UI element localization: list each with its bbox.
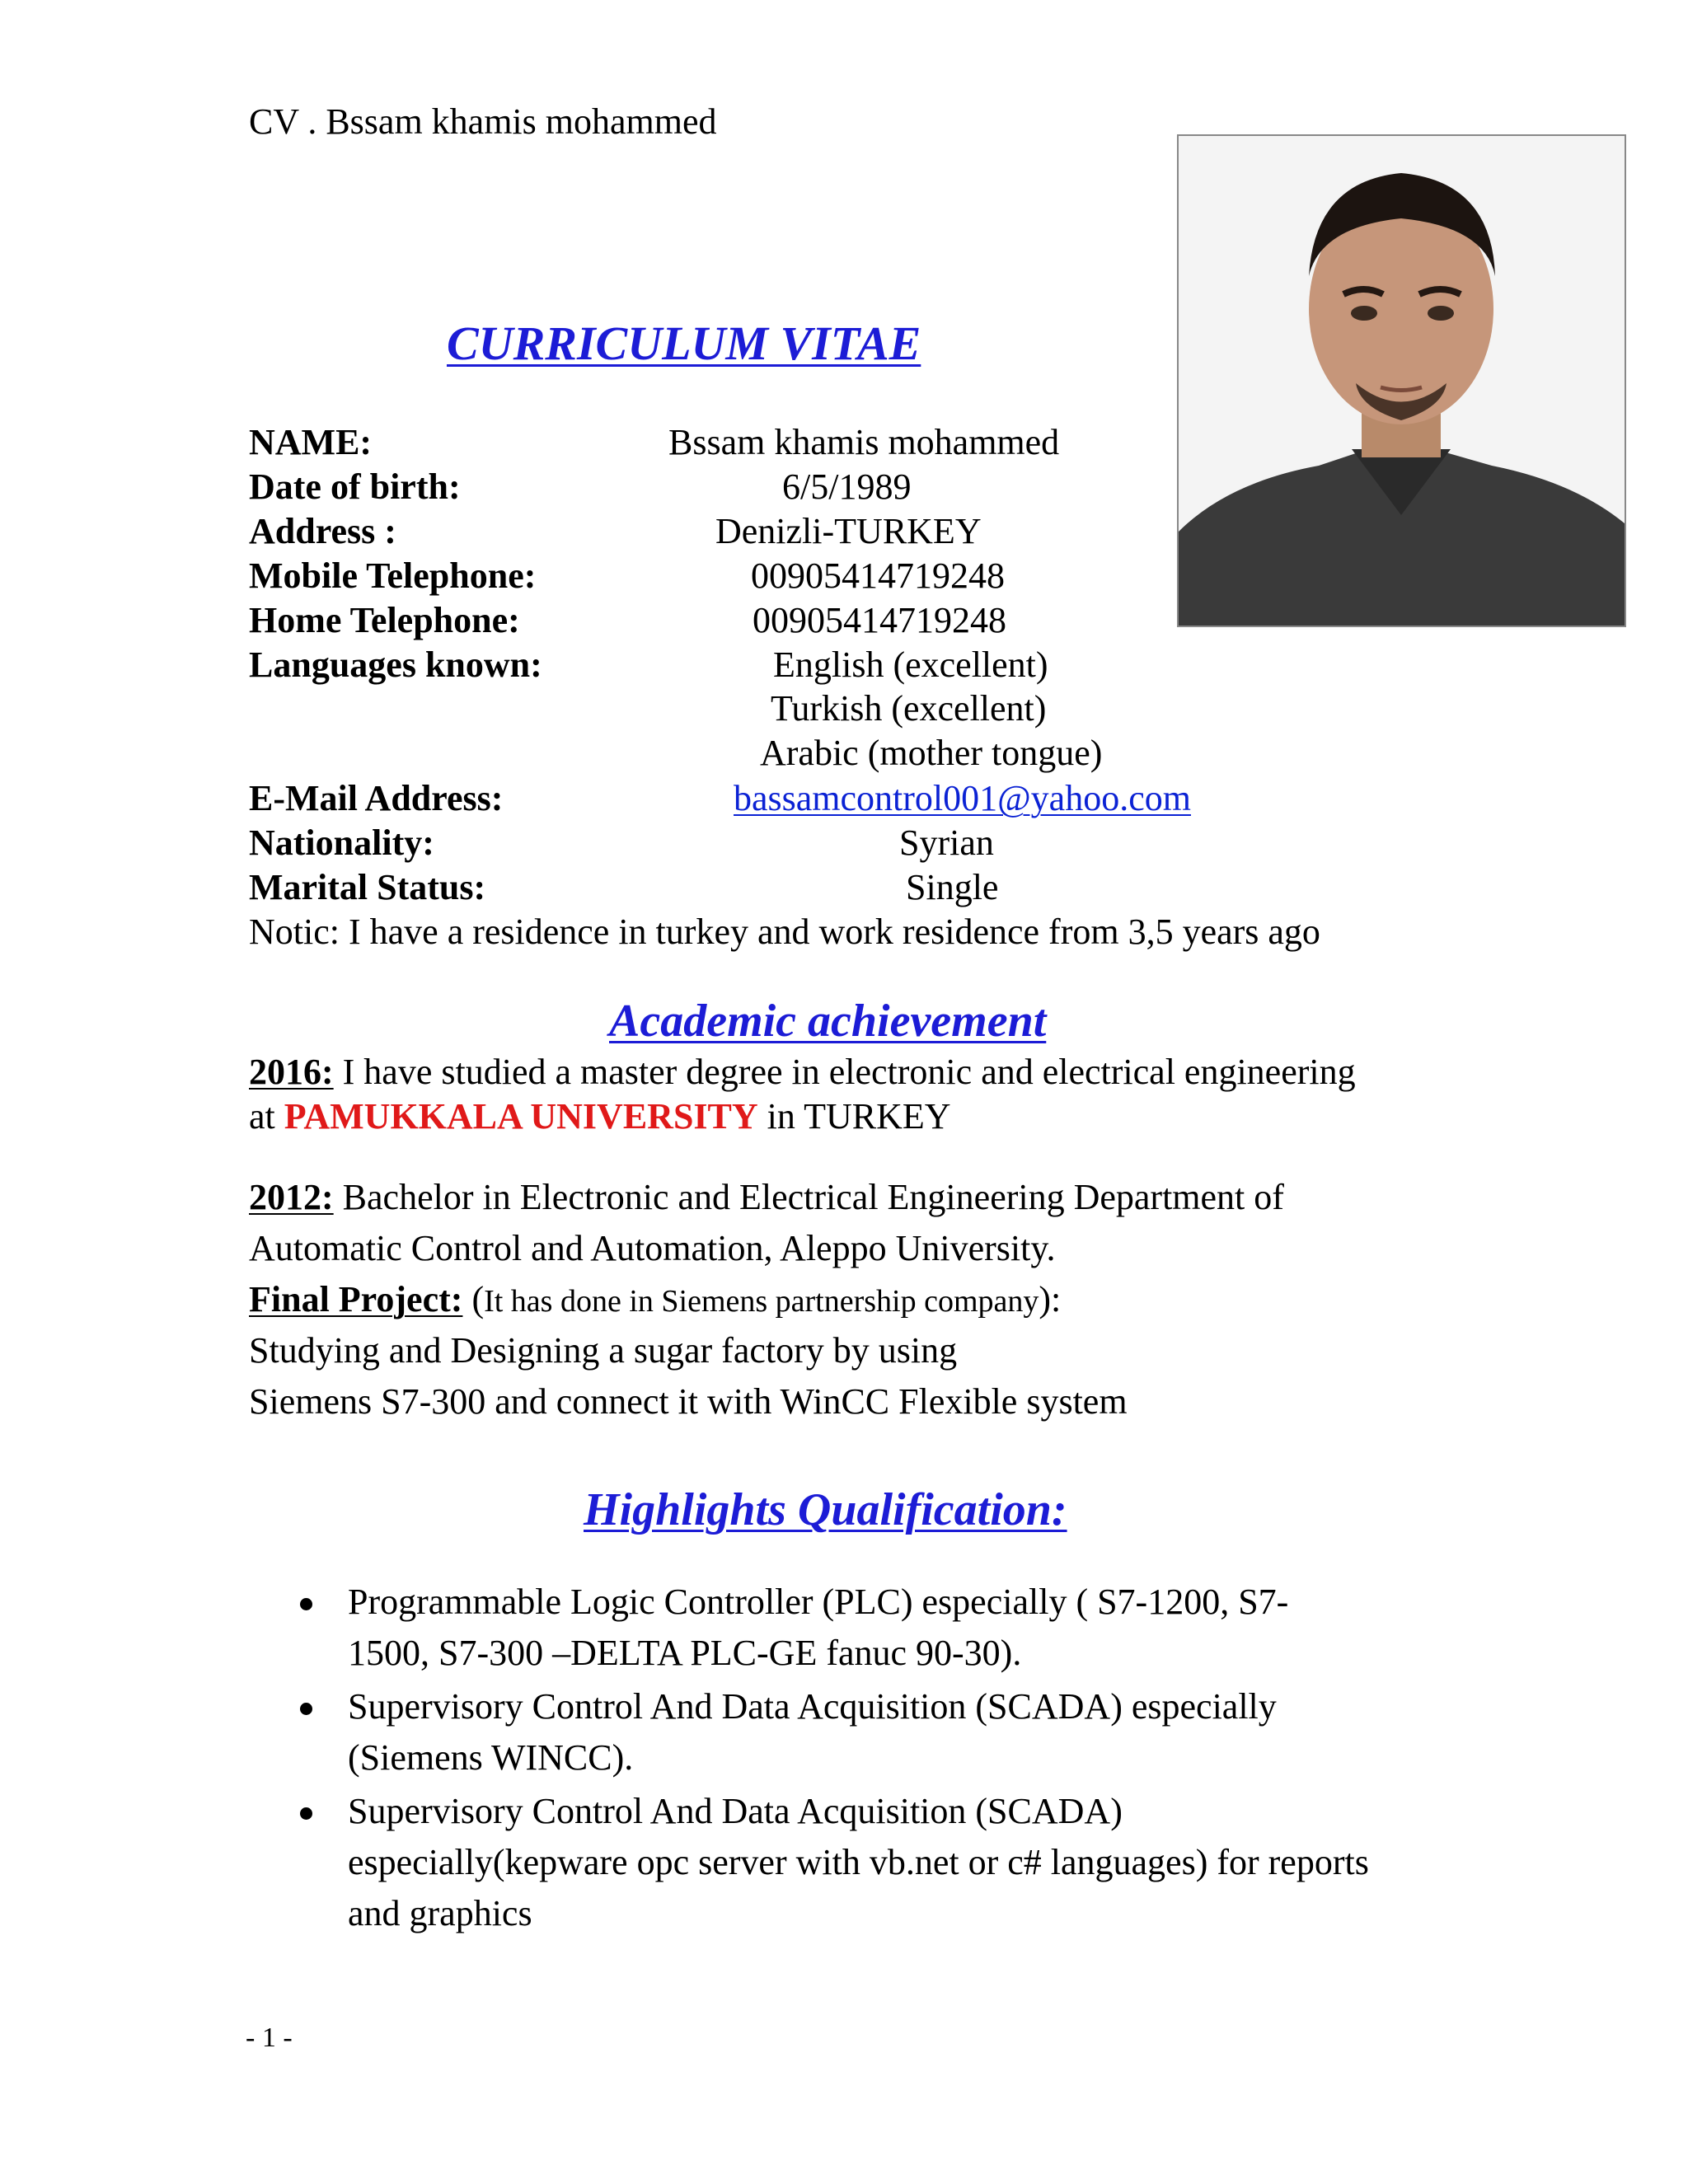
bullet-icon xyxy=(300,1598,312,1610)
entry-2016-at: at xyxy=(249,1096,284,1137)
home-phone-value: 00905414719248 xyxy=(753,600,1006,640)
mobile-value: 00905414719248 xyxy=(751,555,1005,596)
project-note: It has done in Siemens partnership company xyxy=(484,1284,1039,1319)
year-2012: 2012: xyxy=(249,1177,334,1217)
marital-label: Marital Status: xyxy=(249,867,486,907)
profile-photo xyxy=(1177,134,1626,627)
home-phone-label: Home Telephone: xyxy=(249,600,520,640)
nationality-label: Nationality: xyxy=(249,823,434,863)
academic-entry-2016-line2 xyxy=(249,1096,951,1137)
language-item: Turkish (excellent) xyxy=(771,688,1047,729)
bullet-icon xyxy=(300,1703,312,1715)
final-project-label: Final Project: xyxy=(249,1279,463,1319)
name-label: NAME: xyxy=(249,422,373,462)
document-title: CURRICULUM VITAE xyxy=(447,316,921,370)
project-description-line2: Siemens S7-300 and connect it with WinCC Flexible system xyxy=(249,1381,1128,1422)
bullet-icon xyxy=(300,1807,312,1820)
entry-2016-text: I have studied a master degree in electronic and electrical engineering xyxy=(333,1052,1356,1092)
highlight-item-3-line3: and graphics xyxy=(348,1893,532,1933)
dob-value: 6/5/1989 xyxy=(782,466,912,507)
mobile-label: Mobile Telephone: xyxy=(249,555,537,596)
project-note-close: ): xyxy=(1039,1279,1062,1319)
project-description-line1: Studying and Designing a sugar factory by using xyxy=(249,1330,958,1371)
address-label: Address : xyxy=(249,511,396,551)
final-project xyxy=(249,1279,1062,1319)
year-2016: 2016: xyxy=(249,1052,334,1092)
university-name: PAMUKKALA UNIVERSITY xyxy=(284,1096,758,1137)
dob-label: Date of birth: xyxy=(249,466,461,507)
address-value: Denizli-TURKEY xyxy=(715,511,982,551)
languages-label: Languages known: xyxy=(249,644,542,685)
residence-notice: Notic: I have a residence in turkey and work residence from 3,5 years ago xyxy=(249,912,1320,952)
highlight-item-1-line1: Programmable Logic Controller (PLC) especially ( S7-1200, S7- xyxy=(348,1582,1289,1622)
entry-2012-text: Bachelor in Electronic and Electrical Engineering Department of xyxy=(333,1177,1284,1217)
nationality-value: Syrian xyxy=(899,823,994,863)
email-label: E-Mail Address: xyxy=(249,778,504,818)
highlight-item-2-line1: Supervisory Control And Data Acquisition (SCADA) especially xyxy=(348,1686,1277,1727)
highlights-heading: Highlights Qualification: xyxy=(584,1484,1067,1535)
academic-entry-2012 xyxy=(249,1179,1284,1216)
name-value: Bssam khamis mohammed xyxy=(668,422,1060,462)
language-item: English (excellent) xyxy=(773,644,1048,685)
highlight-item-3-line2: especially(kepware opc server with vb.net or c# languages) for reports xyxy=(348,1842,1369,1882)
highlight-item-2-line2: (Siemens WINCC). xyxy=(348,1737,634,1778)
project-note-open: ( xyxy=(462,1279,485,1319)
running-header: CV . Bssam khamis mohammed xyxy=(249,101,717,142)
page-number: - 1 - xyxy=(246,2022,293,2053)
highlight-item-3-line1: Supervisory Control And Data Acquisition (SCADA) xyxy=(348,1791,1123,1831)
academic-entry-2012-line2: Automatic Control and Automation, Aleppo University. xyxy=(249,1228,1056,1268)
email-link[interactable]: bassamcontrol001@yahoo.com xyxy=(734,778,1191,818)
highlight-item-1-line2: 1500, S7-300 –DELTA PLC-GE fanuc 90-30). xyxy=(348,1633,1022,1673)
academic-entry-2016 xyxy=(249,1054,1356,1090)
entry-2016-tail: in TURKEY xyxy=(757,1096,951,1137)
language-item: Arabic (mother tongue) xyxy=(760,733,1103,773)
marital-value: Single xyxy=(906,867,999,907)
academic-heading: Academic achievement xyxy=(609,996,1047,1047)
